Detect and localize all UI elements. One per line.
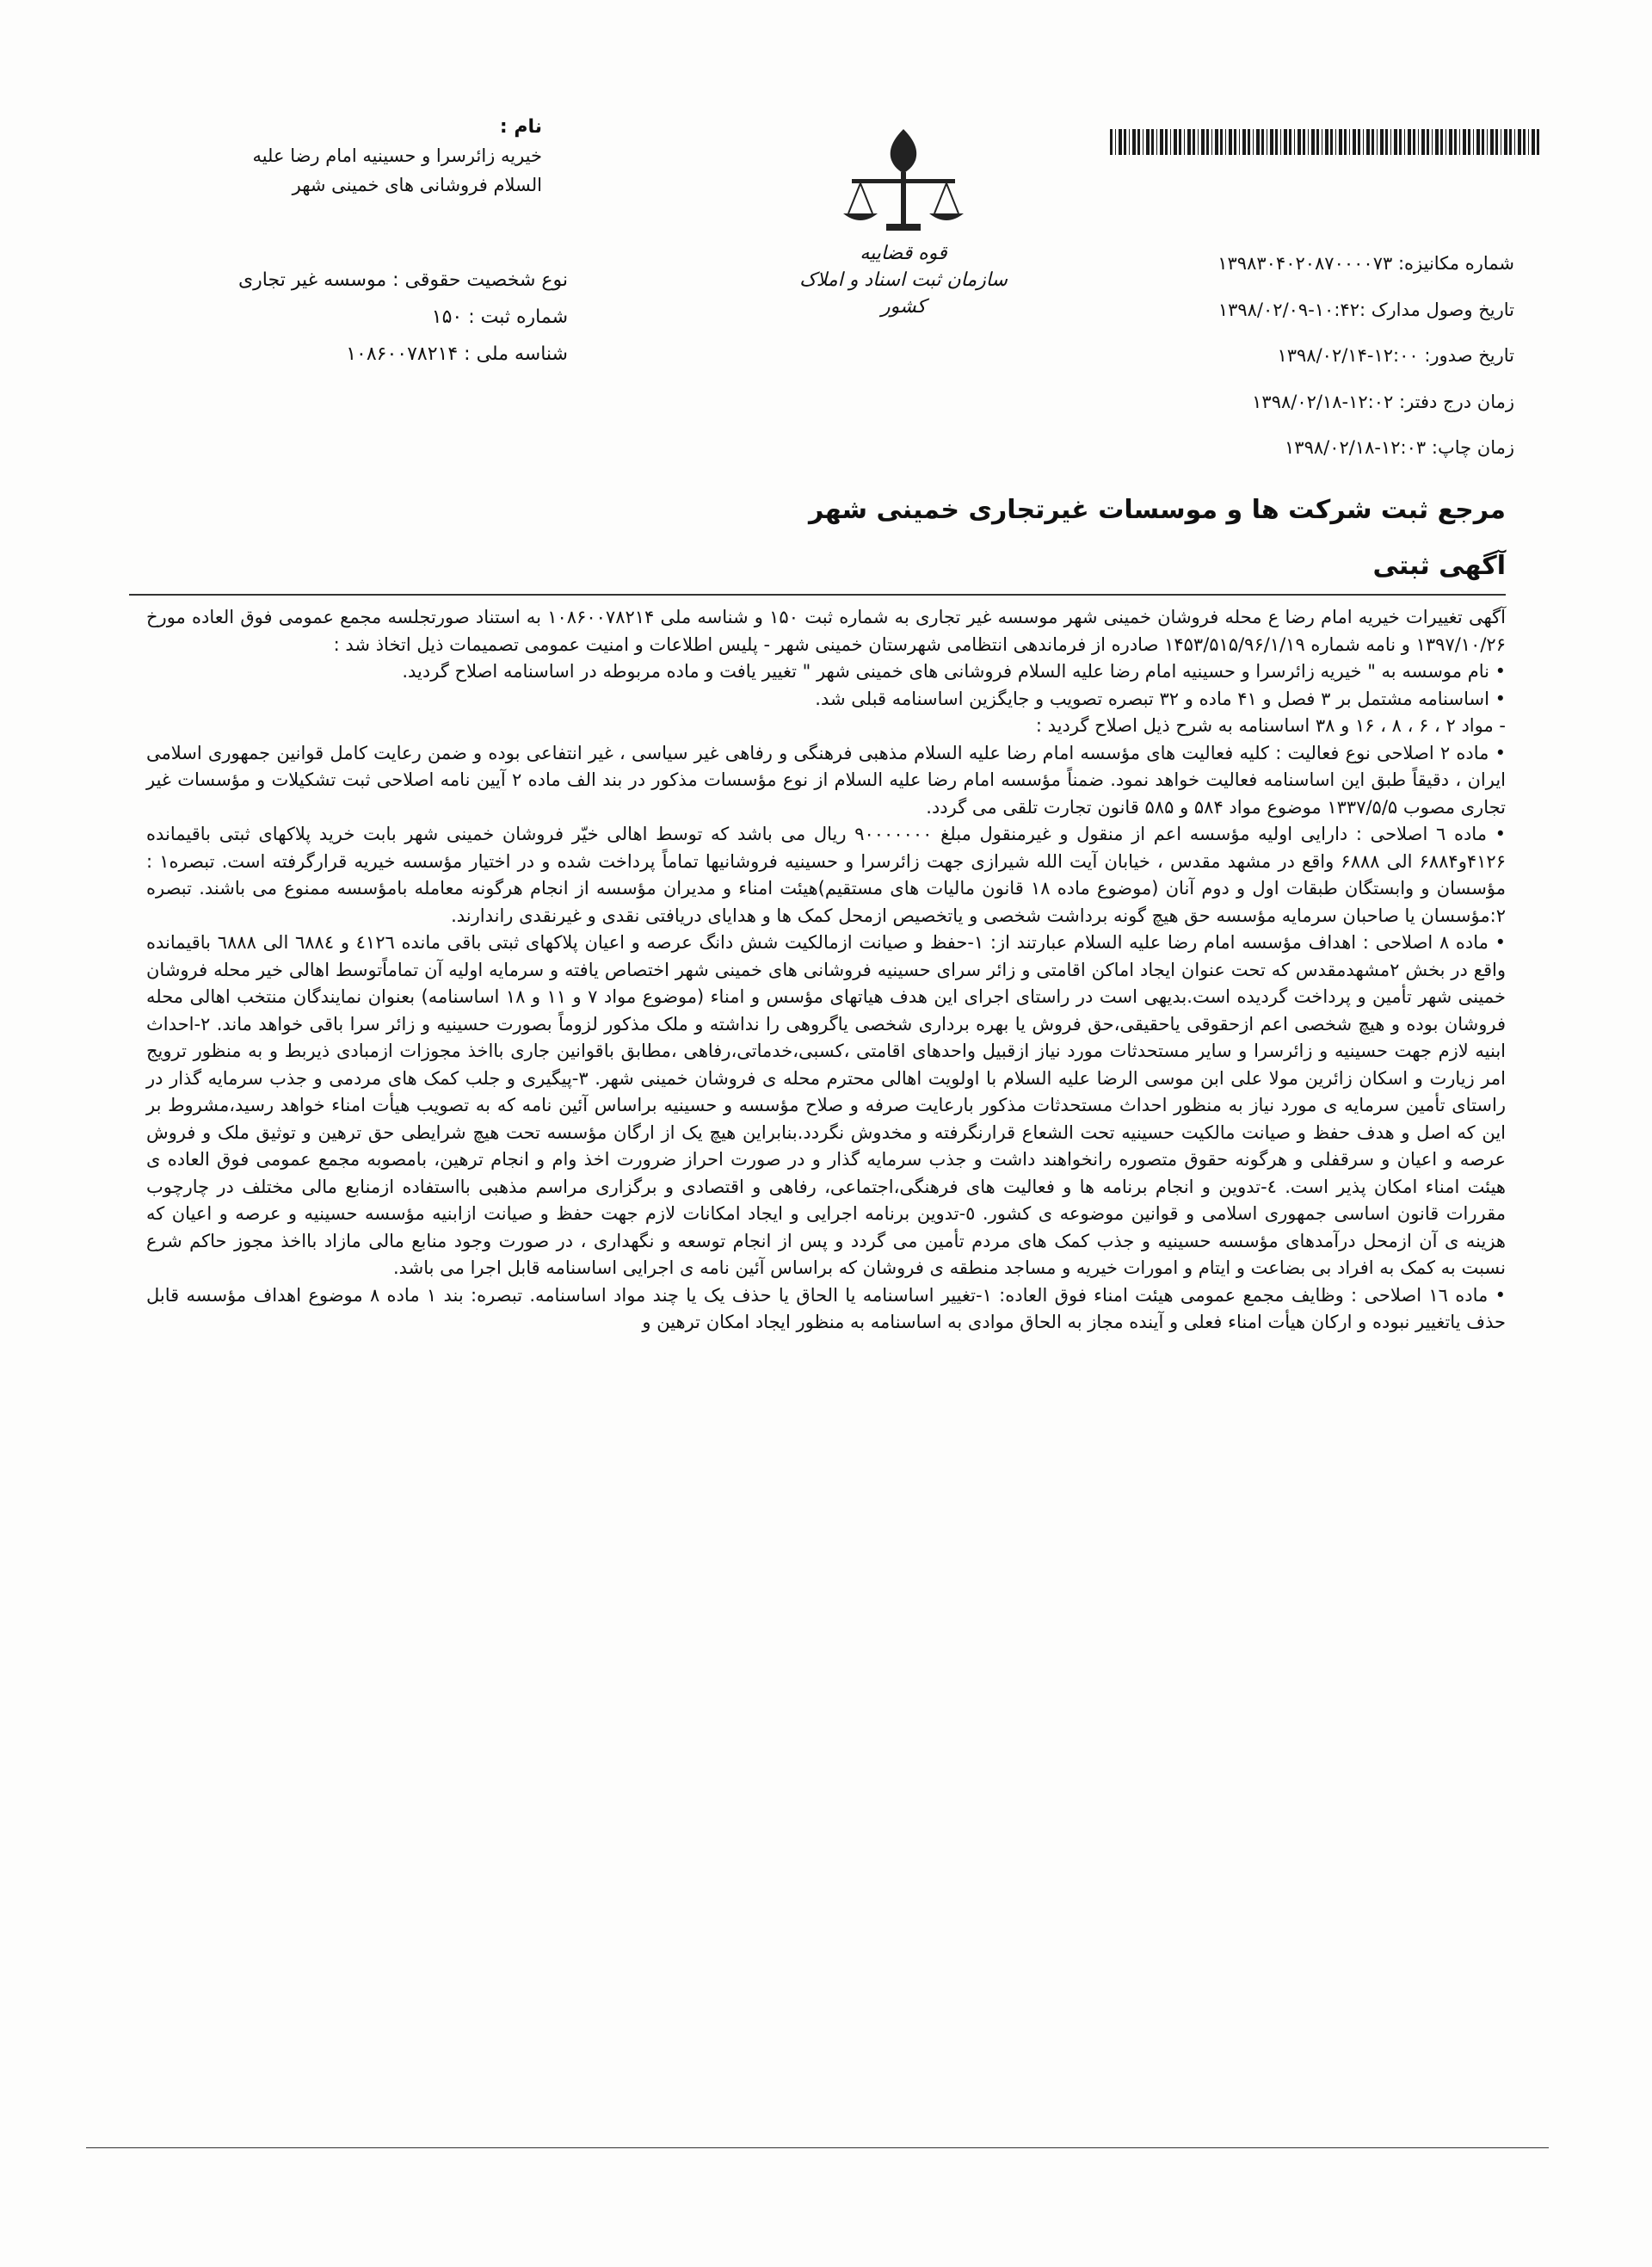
paragraph-article-2: • ماده ۲ اصلاحی نوع فعالیت : کلیه فعالیت های مؤسسه امام رضا علیه السلام مذهبی فرهنگی و رفاهی غیر سیاسی ، غیر انتفاعی بوده و ضمن رعایت کامل قوانین جمهوری اسلامی ایران ، دقیقاً طبق این اساسنامه فعالیت خواهد نمود. ضمناً مؤسسه امام رضا علیه السلام از نوع مؤسسات مذکور در بند الف ماده ۲ آیین نامه اصلاحی ثبت تشکیلات و مؤسسات غیر تجاری مصوب ۱۳۳۷/۵/۵ موضوع مواد ۵۸۴ و ۵۸۵ قانون تجارت تلقی می گردد.: [146, 742, 1506, 818]
registered-time: زمان درج دفتر: ۱۲:۰۲-۱۳۹۸/۰۲/۱۸: [1252, 391, 1514, 412]
paragraph-articles-amended: - مواد ۲ ، ۶ ، ۸ ، ۱۶ و ۳۸ اساسنامه به شرح ذیل اصلاح گردید :: [1035, 715, 1506, 736]
document-meta: [1136, 241, 1514, 472]
paragraph-article-8: • ماده ۸ اصلاحی : اهداف مؤسسه امام رضا علیه السلام عبارتند از: ۱-حفظ و صیانت ازمالکیت شش دانگ عرصه و اعیان پلاکهای ثبتی باقی مانده ٤١٢٦ و ٦٨٨٤ الی ٦٨٨٨ باقیمانده واقع در بخش ۲مشهدمقدس که تحت عنوان ایجاد اماکن اقامتی و زائر سرای حسینیه فروشانی های خمینی شهر اختصاص یافته و سرمایه اولیه آن تماماًتوسط اهالی خیر محله فروشان خمینی شهر تأمین و پرداخت گردیده است.بدیهی است در راستای اجرای این هدف هیاتهای مؤسس و امناء (موضوع مواد ۷ و ۱۱ و ۱۸ اساسنامه) بعنوان نمایندگان منتخب اهالی محله فروشان بوده و هیچ شخصی اعم ازحقوقی یاحقیقی،حق فروش یا بهره برداری شخصی یاگروهی را نداشته و ملک مذکور لزوماً بصورت حسینیه و زائر سرا باقی خواهد ماند. ۲-احداث ابنیه لازم جهت حسینیه و زائرسرا و سایر مستحدثات مورد نیاز ازقبیل واحدهای اقامتی ،کسبی،خدماتی،رفاهی ،مطابق باقوانین جاری بااخذ مجوزات ازمبادی ذیربط و به منظور ترویج امر زیارت و اسکان زائرین مولا علی ابن موسی الرضا علیه السلام با اولویت اهالی محترم محله ی فروشان خمینی شهر. ۳-پیگیری و جلب کمک های مردمی و جذب سرمایه گذار در راستای تأمین سرمایه ی مورد نیاز به منظور احداث مستحدثات مذکور بارعایت صرفه و صلاح مؤسسه و حسینیه براساس آئین نامه که به تصویب هیأت امناء خواهد رسید،مشروط بر این که اصل و هدف حفظ و صیانت مالکیت حسینیه تحت الشعاع قرارنگرفته و مخدوش نگردد.بنابراین هیچ یک از ارگان مؤسسه تحت هیچ شرایطی حق ترهین و توثیق ملک و فروش عرصه و اعیان و سرقفلی و هرگونه حقوق متصوره رانخواهند داشت و جذب سرمایه گذار و در صورت احراز ضرورت اخذ وام و انجام ترهین، بامصوبه مجمع عمومی فوق العاده ی هیئت امناء امکان پذیر است. ٤-تدوین و انجام برنامه ها و فعالیت های فرهنگی،اجتماعی، رفاهی و اقتصادی و برگزاری مراسم مذهبی بااستفاده ازمنابع مالی مختلف در چارچوب مقررات قانون اساسی جمهوری اسلامی و قوانین موضوعه ی کشور. ٥-تدوین برنامه اجرایی و ایجاد امکانات لازم جهت حفظ و صیانت ازابنیه مؤسسه حسینیه و عرصه و اعیان که هزینه ی آن ازمحل درآمدهای مؤسسه حسینیه و جذب کمک های مردم تأمین می گردد و پس از انجام توسعه و نگهداری ، در صورت وجود منابع مالی مازاد بااخذ مجوز حاکم شرع نسبت به کمک به افراد بی بضاعت و ایتام و امورات خیریه و مساجد منطقه ی فروشان که براساس آئین نامه ی اجرایی اساسنامه قابل اجرا می باشد.: [146, 932, 1507, 1278]
printed-time: زمان چاپ: ۱۲:۰۳-۱۳۹۸/۰۲/۱۸: [1285, 437, 1514, 459]
paragraph-name-change: • نام موسسه به " خیریه زائرسرا و حسینیه امام رضا علیه السلام فروشانی های خمینی شهر " تغییر یافت و ماده مربوطه در اساسنامه اصلاح گردید.: [402, 661, 1506, 682]
issued-date: تاریخ صدور: ۱۲:۰۰-۱۳۹۸/۰۲/۱۴: [1277, 345, 1514, 367]
entity-name-line-1: خیریه زائرسرا و حسینیه امام رضا علیه: [252, 145, 542, 167]
entity-name-label: نام :: [499, 116, 542, 138]
entity-name-block: [129, 112, 542, 200]
footer-divider: [86, 2147, 1549, 2148]
emblem-graphic: [792, 120, 1015, 241]
notice-title: آگهی ثبتی: [1372, 551, 1506, 581]
emblem-line-2: سازمان ثبت اسناد و املاک کشور: [799, 269, 1008, 318]
entity-info-block: [120, 263, 568, 374]
entity-type: نوع شخصیت حقوقی : موسسه غیر تجاری: [237, 269, 568, 291]
registration-authority: مرجع ثبت شرکت ها و موسسات غیرتجاری خمینی شهر: [809, 495, 1506, 525]
emblem-caption: [792, 241, 1015, 320]
mechanized-number: شماره مکانیزه: ۱۳۹۸۳۰۴۰۲۰۸۷۰۰۰۰۷۳: [1217, 253, 1514, 274]
header-divider: [129, 594, 1506, 596]
barcode: [1110, 129, 1540, 155]
iran-judiciary-emblem-icon: [792, 120, 1015, 327]
paragraph-statute: • اساسنامه مشتمل بر ۳ فصل و ۴۱ ماده و ۳۲ تبصره تصویب و جایگزین اساسنامه قبلی شد.: [815, 688, 1506, 709]
entity-national-id: شناسه ملی : ۱۰۸۶۰۰۷۸۲۱۴: [346, 343, 568, 365]
paragraph-article-6: • ماده ٦ اصلاحی : دارایی اولیه مؤسسه اعم از منقول و غیرمنقول مبلغ ۹۰۰۰۰۰۰۰ ریال می باشد که توسط اهالی خیّر فروشان خمینی شهر بابت خرید پلاکهای ثبتی باقیمانده ۴۱۲۶و۶۸۸۴ الی ۶۸۸۸ واقع در مشهد مقدس ، خیابان آیت الله شیرازی جهت زائرسرا و حسینیه فروشانیها تماماً پرداخت شده و در اختیار مؤسسه خیریه قرارگرفته است. تبصره۱ : مؤسسان و وابستگان طبقات اول و دوم آنان (موضوع ماده ۱۸ قانون مالیات های مستقیم)هیئت امناء و مدیران مؤسسه از انجام هرگونه معامله بامؤسسه ممنوع می باشند. تبصره ۲:مؤسسان یا صاحبان سرمایه مؤسسه حق هیچ گونه برداشت شخصی و یاتخصیص ازمحل کمک ها و هدایای دریافتی نقدی و غیرنقدی راندارند.: [146, 824, 1507, 926]
notice-body: [146, 604, 1506, 1337]
paragraph-intro: آگهی تغییرات خیریه امام رضا ع محله فروشان خمینی شهر موسسه غیر تجاری به شماره ثبت ۱۵۰ و شناسه ملی ۱۰۸۶۰۰۷۸۲۱۴ به استناد صورتجلسه مجمع عمومی فوق العاده مورخ ۱۳۹۷/۱۰/۲۶ و نامه شماره ۱۴۵۳/۵۱۵/۹۶/۱/۱۹ صادره از فرماندهی انتظامی شهرستان خمینی شهر - پلیس اطلاعات و امنیت عمومی تصمیمات ذیل اتخاذ شد :: [146, 607, 1506, 655]
entity-registration-number: شماره ثبت : ۱۵۰: [431, 306, 568, 328]
paragraph-article-16: • ماده ۱٦ اصلاحی : وظایف مجمع عمومی هیئت امناء فوق العاده: ۱-تغییر اساسنامه یا الحاق یا حذف یک یا چند مواد اساسنامه. تبصره: بند ۱ ماده ۸ موضوع اهداف مؤسسه قابل حذف یاتغییر نبوده و ارکان هیأت امناء فعلی و آینده مجاز به الحاق موادی به اساسنامه به منظور ایجاد امکان ترهین و: [146, 1284, 1506, 1332]
entity-name-line-2: السلام فروشانی های خمینی شهر: [292, 174, 542, 195]
received-date: تاریخ وصول مدارک :۱۰:۴۲-۱۳۹۸/۰۲/۰۹: [1217, 299, 1514, 320]
emblem-line-1: قوه قضاییه: [860, 243, 947, 264]
